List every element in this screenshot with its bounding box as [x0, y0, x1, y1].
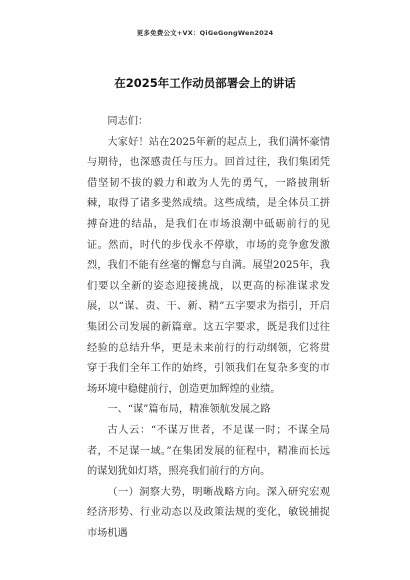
page-title: 在2025年工作动员部署会上的讲话: [114, 76, 296, 90]
paragraph-intro: 大家好！站在2025年新的起点上，我们满怀豪情与期待，也深感责任与压力。回首过往，我们集团凭借坚韧不拔的毅力和敢为人先的勇气，一路披荆斩棘，取得了诸多斐然成绩。这些成绩，是全体员工拼搏奋进的结晶，是我们在市场浪潮中砥砺前行的见证。然而，时代的步伐永不停歇，市场的竞争愈发激烈，我们不能有丝毫的懈怠与自满。展望2025年，我们要以全新的姿态迎接挑战，以更高的标准谋求发展，以“谋、责、干、新、精”五字要求为指引，开启集团公司发展的新篇章。这五字要求，既是我们过往经验的总结升华，更是未来前行的行动纲领，它将贯穿于我们全年工作的始终，引领我们在复杂多变的市场环境中稳健前行，创造更加辉煌的业绩。: [87, 136, 330, 395]
header-watermark: 更多免费公文+VX：QiGeGongWen2024: [136, 29, 274, 37]
paragraph-quote: 古人云：“不谋万世者，不足谋一时；不谋全局者，不足谋一域。”在集团发展的征程中，精准而长远的谋划犹如灯塔，照亮我们前行的方向。: [87, 424, 330, 478]
section-heading-1: 一、“谋”篇布局，精准领航发展之路: [107, 404, 271, 416]
document-body: [87, 112, 330, 544]
paragraph-subsection-1: （一）洞察大势，明晰战略方向。深入研究宏观经济形势、行业动态以及政策法规的变化，敏锐捕捉市场机遇: [87, 486, 330, 539]
salutation: 同志们：: [107, 116, 149, 127]
